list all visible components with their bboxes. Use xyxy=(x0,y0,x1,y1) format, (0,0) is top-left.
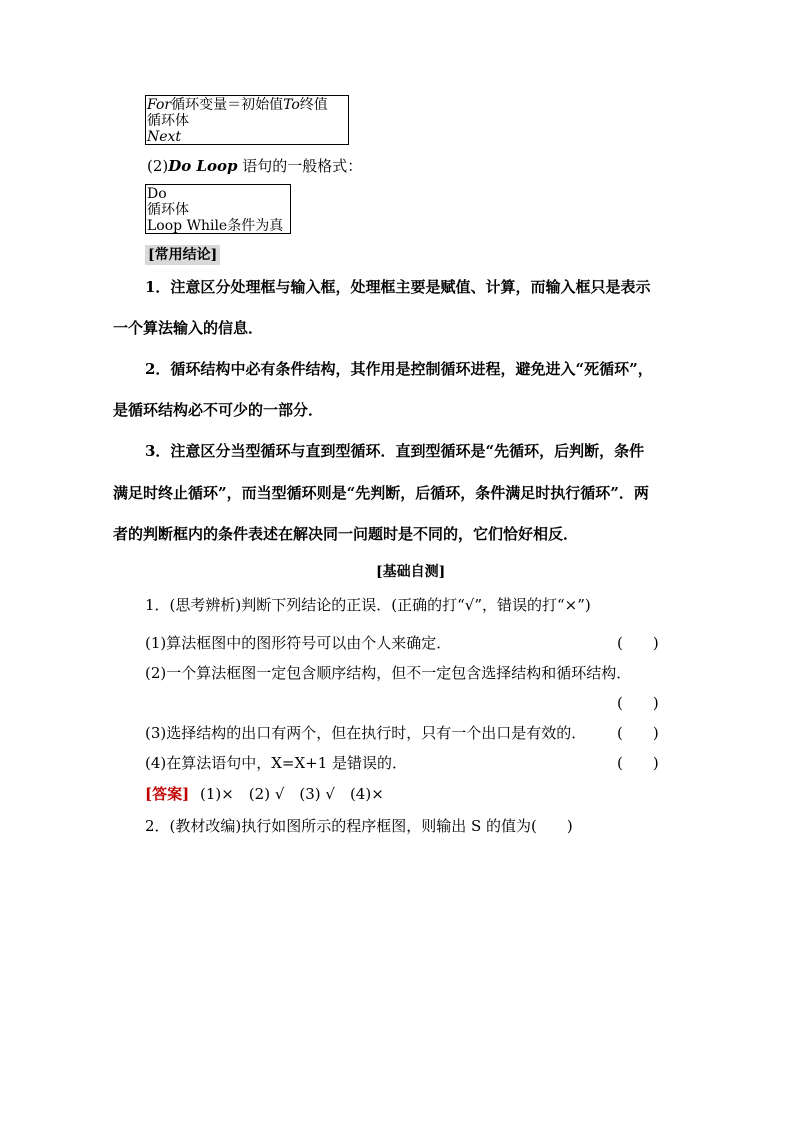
conclusion-3-line-3: 者的判断框内的条件表述在解决同一问题时是不同的，它们恰好相反． xyxy=(113,525,579,543)
conclusion-1-line-2: 一个算法输入的信息． xyxy=(113,319,264,337)
answer-paren-3: ( ) xyxy=(617,724,659,742)
common-conclusions-tag: [常用结论] xyxy=(145,245,220,265)
question-1-item-1: (1)算法框图中的图形符号可以由个人来确定． xyxy=(145,634,452,652)
for-loop-line-2: 循环体 xyxy=(147,113,189,129)
answer-text: (1)× (2) √ (3) √ (4)× xyxy=(199,785,384,803)
do-loop-heading-rest: 语句的一般格式： xyxy=(237,157,363,175)
for-loop-var-text: 循环变量＝初始值 xyxy=(171,97,284,113)
do-loop-line-1: Do xyxy=(147,186,167,202)
conclusion-2-line-2: 是循环结构必不可少的一部分． xyxy=(113,401,324,419)
conclusion-3-line-2: 满足时终止循环”，而当型循环则是“先判断，后循环，条件满足时执行循环”．两 xyxy=(113,484,649,502)
conclusion-2-line-1: 2．循环结构中必有条件结构，其作用是控制循环进程，避免进入“死循环”， xyxy=(145,360,653,378)
question-1-item-3: (3)选择结构的出口有两个，但在执行时，只有一个出口是有效的． xyxy=(145,724,587,742)
conclusion-1-line-1: 1．注意区分处理框与输入框，处理框主要是赋值、计算，而输入框只是表示 xyxy=(145,278,651,296)
answer-line xyxy=(145,783,384,804)
do-loop-line-3 xyxy=(147,218,289,234)
do-loop-heading-num: (2) xyxy=(147,157,169,175)
for-end-value-text: 终值 xyxy=(299,97,328,113)
conclusion-3-line-1: 3．注意区分当型循环与直到型循环．直到型循环是“先循环，后判断，条件 xyxy=(145,442,645,460)
do-loop-heading xyxy=(147,155,362,176)
question-1-item-4: (4)在算法语句中，X=X+1 是错误的． xyxy=(145,754,408,772)
do-loop-syntax-box xyxy=(145,184,291,234)
question-1-item-2: (2)一个算法框图一定包含顺序结构，但不一定包含选择结构和循环结构． xyxy=(145,664,632,682)
loop-while-keyword: Loop While xyxy=(147,218,228,234)
answer-paren-2: ( ) xyxy=(617,694,659,712)
for-loop-line-1 xyxy=(147,97,347,113)
question-2-text: 2．(教材改编)执行如图所示的程序框图，则输出 S 的值为( ) xyxy=(145,817,573,835)
do-loop-line-2: 循环体 xyxy=(147,202,189,218)
to-keyword: To xyxy=(283,97,300,113)
answer-tag: [答案] xyxy=(145,785,190,803)
section-title: [基础自测] xyxy=(376,564,446,580)
loop-condition-text: 条件为真 xyxy=(227,218,284,234)
question-1-text: 1．(思考辨析)判断下列结论的正误．(正确的打“√”，错误的打“×”) xyxy=(145,596,591,614)
answer-paren-1: ( ) xyxy=(617,634,659,652)
do-loop-heading-keyword: Do Loop xyxy=(168,157,238,175)
for-loop-syntax-box xyxy=(145,95,349,145)
for-keyword: For xyxy=(147,97,172,113)
for-loop-line-3: Next xyxy=(147,129,182,145)
answer-paren-4: ( ) xyxy=(617,754,659,772)
